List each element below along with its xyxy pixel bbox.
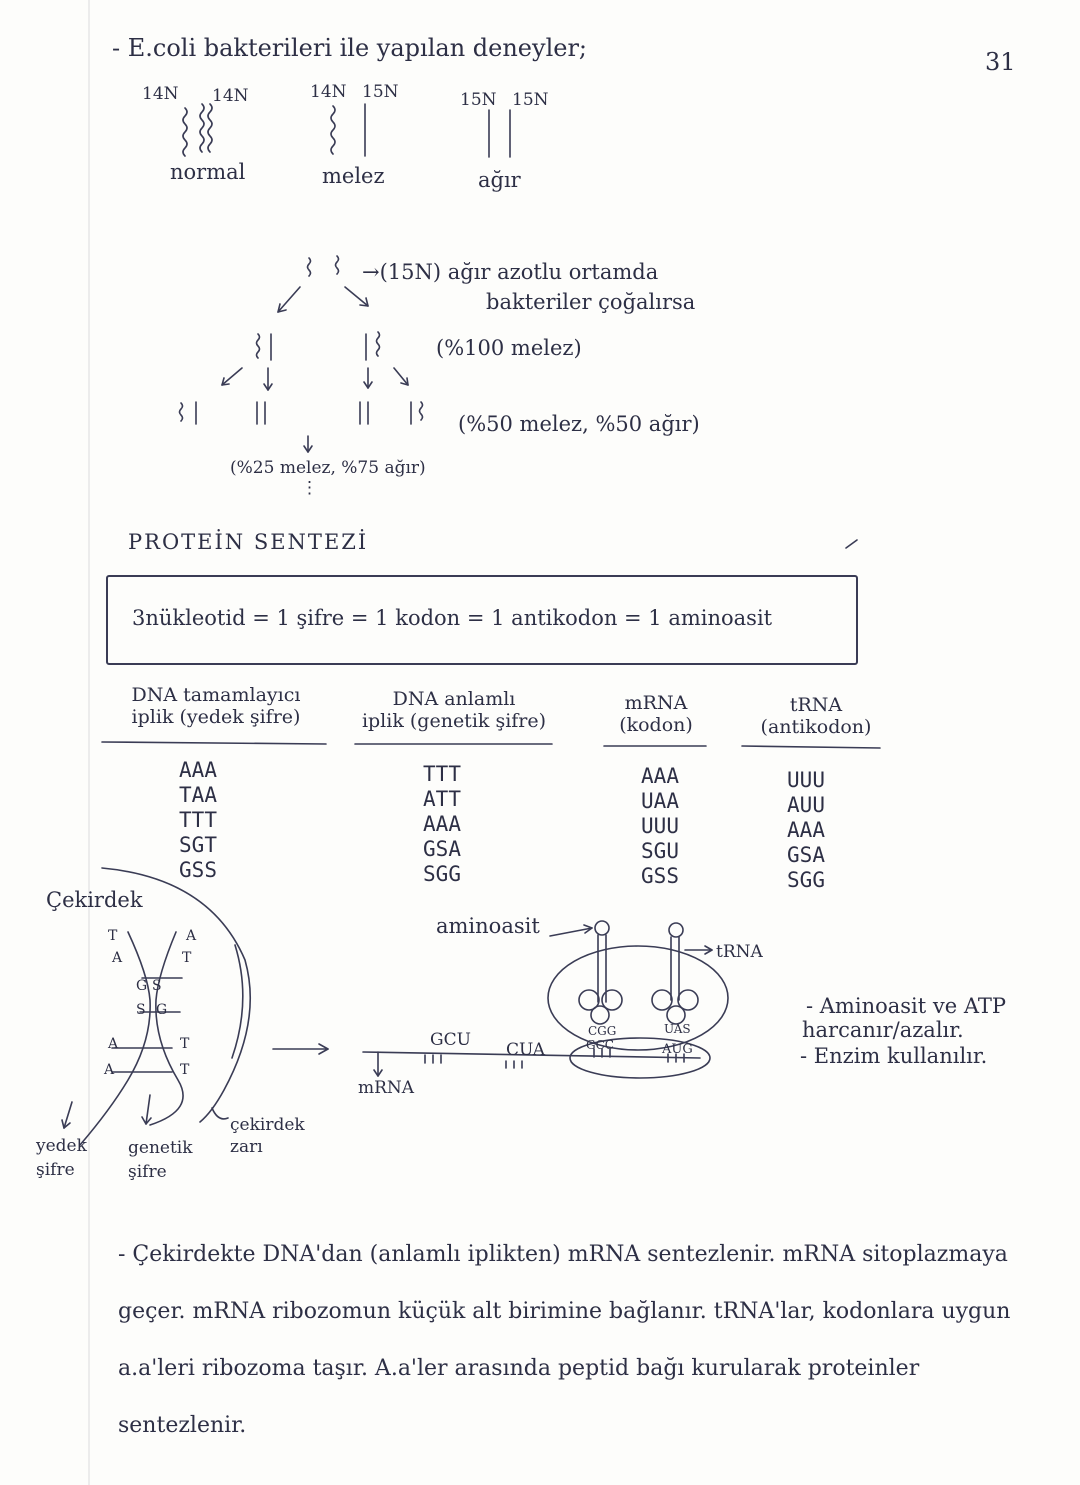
header-dna-sense bbox=[352, 688, 556, 732]
protein-heading: PROTEİN SENTEZİ bbox=[128, 530, 369, 554]
condition-line-1: →(15N) ağır azotlu ortamda bbox=[362, 260, 659, 284]
g1-left-wavy bbox=[257, 334, 260, 358]
table-cell: UAA bbox=[641, 789, 679, 813]
equivalence-text: 3nükleotid = 1 şifre = 1 kodon = 1 antikodon = 1 aminoasit bbox=[132, 606, 773, 630]
g1-right-wavy bbox=[377, 332, 380, 356]
column-dna-sense bbox=[404, 762, 480, 887]
header-dna-complementary bbox=[104, 684, 328, 728]
column-trna bbox=[768, 768, 844, 893]
table-cell: AAA bbox=[423, 812, 461, 836]
note-line-3: - Enzim kullanılır. bbox=[800, 1044, 988, 1068]
dna-strand-normal-1 bbox=[183, 108, 187, 156]
base-pair: T bbox=[180, 1062, 190, 1078]
g2-wavy-1 bbox=[180, 403, 183, 421]
dna-normal-label: normal bbox=[170, 160, 246, 184]
header-underline-1 bbox=[102, 742, 326, 744]
table-cell: GSA bbox=[787, 843, 825, 867]
aminoacid-ball-1 bbox=[595, 921, 609, 935]
base-pair: A bbox=[108, 1036, 119, 1052]
header-dna-complementary-line1: DNA tamamlayıcı bbox=[131, 684, 301, 706]
generation-2-result: (%50 melez, %50 ağır) bbox=[458, 412, 700, 436]
table-cell: SGG bbox=[423, 862, 461, 886]
table-cell: TTT bbox=[423, 762, 461, 786]
anticodon-label: CGG bbox=[588, 1024, 617, 1038]
codon-label: CUA bbox=[506, 1040, 546, 1060]
helix-strand-2 bbox=[150, 932, 183, 1125]
table-cell: AAA bbox=[787, 818, 825, 842]
spare-code-label: yedek şifre bbox=[36, 1136, 87, 1180]
base-pair: T bbox=[108, 928, 118, 944]
nuclear-membrane bbox=[232, 945, 243, 1058]
g2-wavy-2 bbox=[420, 402, 423, 420]
codon-label: GCU bbox=[430, 1030, 471, 1050]
dna-strand-normal-3 bbox=[208, 104, 212, 152]
table-cell: AUU bbox=[787, 793, 825, 817]
base-pair: S bbox=[136, 1002, 146, 1018]
trna-label: tRNA bbox=[716, 942, 763, 962]
header-dna-sense-line2: iplik (genetik şifre) bbox=[361, 710, 547, 732]
dna-strand-hybrid-wavy bbox=[331, 106, 335, 154]
table-cell: UUU bbox=[787, 768, 825, 792]
page-number: 31 bbox=[985, 48, 1016, 76]
column-dna-complementary bbox=[160, 758, 236, 883]
continuation-dots: ⋮ bbox=[301, 478, 318, 498]
summary-paragraph: - Çekirdekte DNA'dan (anlamlı iplikten) mRNA sentezlenir. mRNA sitoplazmaya geçer. mRNA ribozomun küçük alt birimine bağlanır. tRNA'lar, kodonlara uygun a.a'leri ribozoma taşır. A.a'ler arasında peptid bağı kurularak proteinler sentezlenir. bbox=[118, 1242, 1011, 1438]
mrna-label: mRNA bbox=[358, 1078, 415, 1098]
codon-label: AUG bbox=[662, 1042, 693, 1057]
header-mrna-line1: mRNA bbox=[624, 692, 688, 714]
table-cell: AAA bbox=[179, 758, 217, 782]
table-cell: TAA bbox=[179, 783, 217, 807]
generation-3-result: (%25 melez, %75 ağır) bbox=[230, 458, 426, 478]
header-trna bbox=[748, 694, 884, 738]
arrow-left-g1 bbox=[278, 287, 300, 312]
table-cell: UUU bbox=[641, 814, 679, 838]
generation-1-result: (%100 melez) bbox=[436, 336, 582, 360]
ecoli-title: - E.coli bakterileri ile yapılan deneyler; bbox=[112, 34, 588, 62]
header-trna-line1: tRNA bbox=[789, 694, 843, 716]
table-cell: SGG bbox=[787, 868, 825, 892]
base-pair: T bbox=[180, 1036, 190, 1052]
table-cell: SGT bbox=[179, 833, 217, 857]
condition-line-2: bakteriler çoğalırsa bbox=[486, 290, 696, 314]
note-line-2: harcanır/azalır. bbox=[802, 1018, 964, 1042]
label-15n-c: 15N bbox=[512, 90, 549, 110]
base-pair: G bbox=[156, 1002, 168, 1018]
dna-heavy-label: ağır bbox=[478, 168, 521, 192]
ribosome-large-subunit bbox=[548, 946, 728, 1050]
arrow-g2-1 bbox=[222, 368, 242, 385]
base-pair: A bbox=[104, 1062, 115, 1078]
label-14n-c: 14N bbox=[310, 82, 347, 102]
label-14n-b: 14N bbox=[212, 86, 249, 106]
arrow-right-g1 bbox=[345, 287, 368, 306]
header-trna-line2: (antikodon) bbox=[760, 716, 872, 738]
header-underline-4 bbox=[742, 746, 880, 748]
nuclear-membrane-label: çekirdek zarı bbox=[230, 1115, 305, 1157]
label-15n-b: 15N bbox=[460, 90, 497, 110]
note-line-1: - Aminoasit ve ATP bbox=[806, 994, 1006, 1018]
table-cell: GSS bbox=[641, 864, 679, 888]
base-pair: T bbox=[182, 950, 192, 966]
dna-strand-normal-2 bbox=[200, 104, 204, 152]
table-cell: GSS bbox=[179, 858, 217, 882]
header-dna-complementary-line2: iplik (yedek şifre) bbox=[131, 706, 301, 728]
header-mrna bbox=[598, 692, 714, 736]
table-cell: GSA bbox=[423, 837, 461, 861]
trna-loop-2a bbox=[652, 990, 672, 1010]
label-15n-a: 15N bbox=[362, 82, 399, 102]
label-14n-a: 14N bbox=[142, 84, 179, 104]
arrow-membrane bbox=[212, 1108, 228, 1119]
parent-wavy-2 bbox=[336, 256, 339, 274]
trna-loop-1c bbox=[591, 1006, 609, 1024]
table-cell: TTT bbox=[179, 808, 217, 832]
aminoacid-ball-2 bbox=[669, 923, 683, 937]
parent-wavy-1 bbox=[308, 258, 311, 276]
header-mrna-line2: (kodon) bbox=[619, 714, 693, 736]
column-mrna bbox=[622, 764, 698, 889]
base-pair: S bbox=[152, 978, 162, 994]
anticodon-label: UAS bbox=[664, 1022, 691, 1036]
header-dna-sense-line1: DNA anlamlı bbox=[392, 688, 516, 710]
base-pair: A bbox=[186, 928, 197, 944]
table-cell: ATT bbox=[423, 787, 461, 811]
base-pair: A bbox=[112, 950, 123, 966]
dna-hybrid-label: melez bbox=[322, 164, 385, 188]
aminoacid-label: aminoasit bbox=[436, 914, 540, 938]
table-cell: SGU bbox=[641, 839, 679, 863]
nucleus-label: Çekirdek bbox=[46, 888, 143, 912]
genetic-code-label: genetik şifre bbox=[128, 1138, 193, 1182]
base-pair: G bbox=[136, 978, 148, 994]
codon-label: GCC bbox=[586, 1038, 614, 1052]
table-cell: AAA bbox=[641, 764, 679, 788]
